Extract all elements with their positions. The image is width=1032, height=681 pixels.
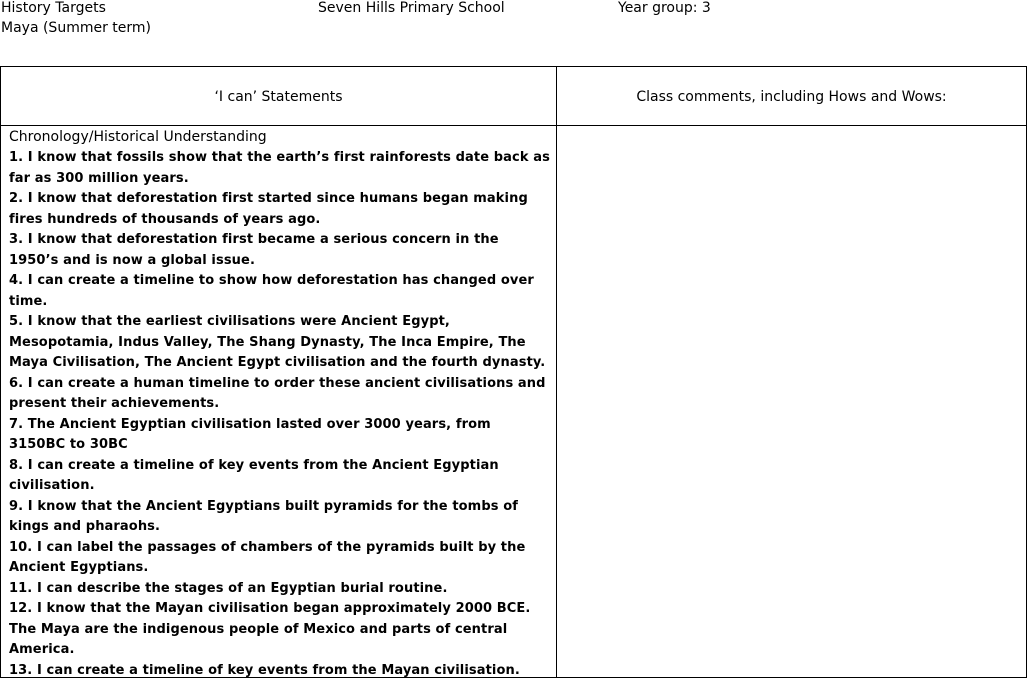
i-can-statements-header: ‘I can’ Statements [1, 89, 556, 105]
statement-item: 9. I know that the Ancient Egyptians built pyramids for the tombs of kings and pharaohs. [9, 497, 551, 538]
statement-item: 13. I can create a timeline of key events from the Mayan civilisation. [9, 661, 551, 681]
school-name: Seven Hills Primary School [318, 0, 505, 16]
statement-item: 7. The Ancient Egyptian civilisation lasted over 3000 years, from 3150BC to 30BC [9, 415, 551, 456]
year-group-label: Year group: 3 [618, 0, 711, 16]
class-comments-header: Class comments, including Hows and Wows: [557, 89, 1026, 105]
statement-item: 5. I know that the earliest civilisations were Ancient Egypt, Mesopotamia, Indus Valley, The Shang Dynasty, The Inca Empire, The Maya Civilisation, The Ancient Egypt civilisation and the fourth dynasty. [9, 312, 551, 374]
class-comments-cell[interactable] [557, 126, 1026, 677]
section-title: Chronology/Historical Understanding [9, 128, 267, 146]
statement-item: 4. I can create a timeline to show how deforestation has changed over time. [9, 271, 551, 312]
term-label: Maya (Summer term) [1, 20, 151, 36]
targets-table [0, 66, 1027, 678]
statement-item: 11. I can describe the stages of an Egyptian burial routine. [9, 579, 551, 600]
statement-item: 10. I can label the passages of chambers of the pyramids built by the Ancient Egyptians. [9, 538, 551, 579]
statement-item: 12. I know that the Mayan civilisation began approximately 2000 BCE. The Maya are the indigenous people of Mexico and parts of central America. [9, 599, 551, 661]
statement-item: 2. I know that deforestation first started since humans began making fires hundreds of thousands of years ago. [9, 189, 551, 230]
statement-item: 3. I know that deforestation first became a serious concern in the 1950’s and is now a global issue. [9, 230, 551, 271]
statement-item: 1. I know that fossils show that the earth’s first rainforests date back as far as 300 million years. [9, 148, 551, 189]
statement-item: 8. I can create a timeline of key events from the Ancient Egyptian civilisation. [9, 456, 551, 497]
document-title: History Targets [1, 0, 106, 16]
statements-list [9, 148, 551, 681]
statement-item: 6. I can create a human timeline to order these ancient civilisations and present their achievements. [9, 374, 551, 415]
